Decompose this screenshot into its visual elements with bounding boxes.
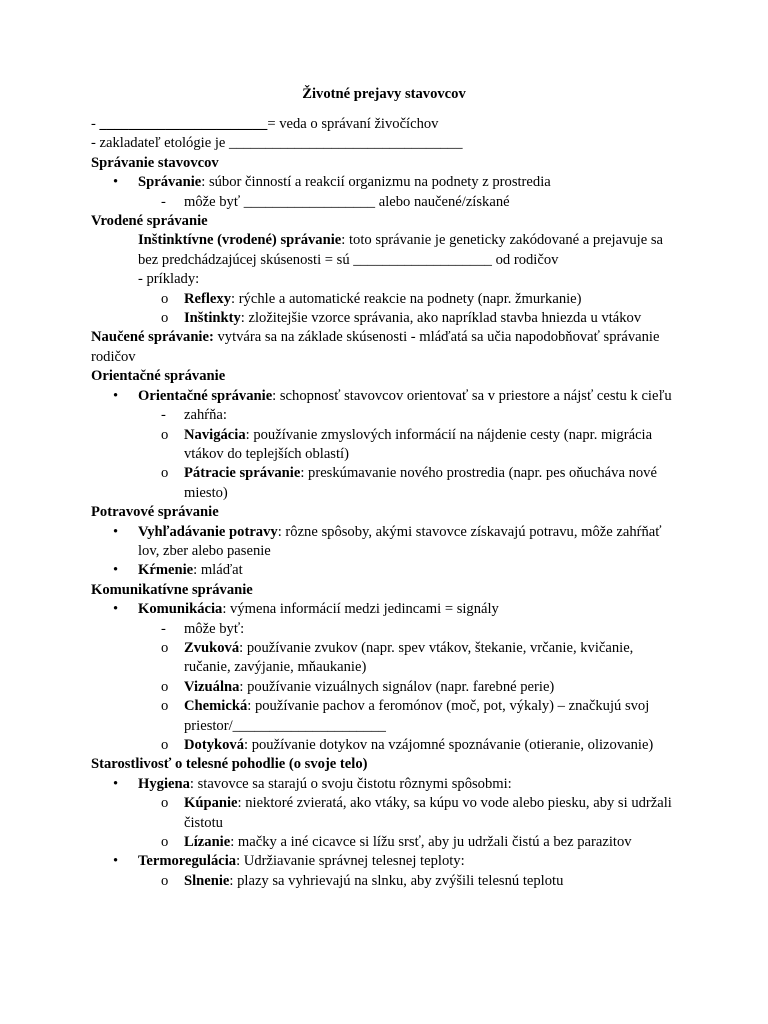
paragraph-naucene-spravanie: Naučené správanie: vytvára sa na základe skúsenosti - mláďatá sa učia napodobňovať správanie rodičov bbox=[91, 329, 660, 365]
list-item: o Vizuálna: používanie vizuálnych signálov (napr. farebné perie) bbox=[161, 678, 555, 695]
list-item: o Kúpanie: niektoré zvieratá, ako vtáky, sa kúpu vo vode alebo piesku, aby si udržali čistotu bbox=[161, 795, 672, 831]
heading-orientacne-spravanie: Orientačné správanie bbox=[91, 368, 226, 385]
heading-spravanie-stavovcov: Správanie stavovcov bbox=[91, 154, 219, 171]
heading-komunikativne-spravanie: Komunikatívne správanie bbox=[91, 581, 253, 598]
list-item: • Termoregulácia: Udržiavanie správnej telesnej teploty: bbox=[113, 853, 465, 870]
list-item: - môže byť: bbox=[161, 620, 245, 637]
heading-potravove-spravanie: Potravové správanie bbox=[91, 504, 219, 521]
document-title: Životné prejavy stavovcov bbox=[302, 86, 466, 102]
list-item: - môže byť __________________ alebo naučené/získané bbox=[161, 193, 510, 210]
heading-starostlivost: Starostlivosť o telesné pohodlie (o svoje telo) bbox=[91, 756, 368, 773]
list-item: • Kŕmenie: mláďat bbox=[113, 562, 243, 579]
line-ethology: - _______________________= veda o správaní živočíchov bbox=[91, 116, 439, 132]
line-founder: - zakladateľ etológie je ________________________________ bbox=[91, 135, 463, 152]
list-item: • Orientačné správanie: schopnosť stavovcov orientovať sa v priestore a nájsť cestu k cieľu bbox=[113, 387, 672, 404]
list-item: o Navigácia: používanie zmyslových informácií na nájdenie cesty (napr. migrácia vtákov do teplejších oblastí) bbox=[161, 426, 653, 462]
list-item: o Zvuková: používanie zvukov (napr. spev vtákov, štekanie, vrčanie, kvičanie, ručanie, zavýjanie, mňaukanie) bbox=[161, 639, 634, 676]
document-body bbox=[91, 115, 681, 891]
list-item: o Inštinkty: zložitejšie vzorce správania, ako napríklad stavba hniezda u vtákov bbox=[161, 310, 642, 327]
list-item: • Komunikácia: výmena informácií medzi jedincami = signály bbox=[113, 601, 499, 618]
list-item: • Vyhľadávanie potravy: rôzne spôsoby, akými stavovce získavajú potravu, môže zahŕňať lov, zber alebo pasenie bbox=[113, 523, 662, 559]
paragraph-priklady: - príklady: bbox=[138, 271, 200, 288]
list-item: o Slnenie: plazy sa vyhrievajú na slnku, aby zvýšili telesnú teplotu bbox=[161, 872, 564, 889]
list-item: • Hygiena: stavovce sa starajú o svoju čistotu rôznymi spôsobmi: bbox=[113, 775, 512, 792]
list-item: o Reflexy: rýchle a automatické reakcie na podnety (napr. žmurkanie) bbox=[161, 290, 582, 307]
list-item: - zahŕňa: bbox=[161, 407, 227, 424]
list-item: o Dotyková: používanie dotykov na vzájomné spoznávanie (otieranie, olizovanie) bbox=[161, 737, 654, 753]
list-item: o Pátracie správanie: preskúmavanie nového prostredia (napr. pes oňucháva nové miesto) bbox=[161, 465, 657, 501]
list-item: o Chemická: používanie pachov a feromónov (moč, pot, výkaly) – značkujú svoj priestor/_____________________ bbox=[161, 698, 650, 734]
heading-vrodene-spravanie: Vrodené správanie bbox=[91, 213, 208, 230]
paragraph-instinktivne: Inštinktívne (vrodené) správanie: toto správanie je geneticky zakódované a prejavuje sa bez predchádzajúcej skúsenosti = sú ___________________ od rodičov bbox=[138, 232, 664, 268]
list-item: • Správanie: súbor činností a reakcií organizmu na podnety z prostredia bbox=[113, 174, 551, 191]
list-item: o Lízanie: mačky a iné cicavce si lížu srsť, aby ju udržali čistú a bez parazitov bbox=[161, 834, 632, 851]
